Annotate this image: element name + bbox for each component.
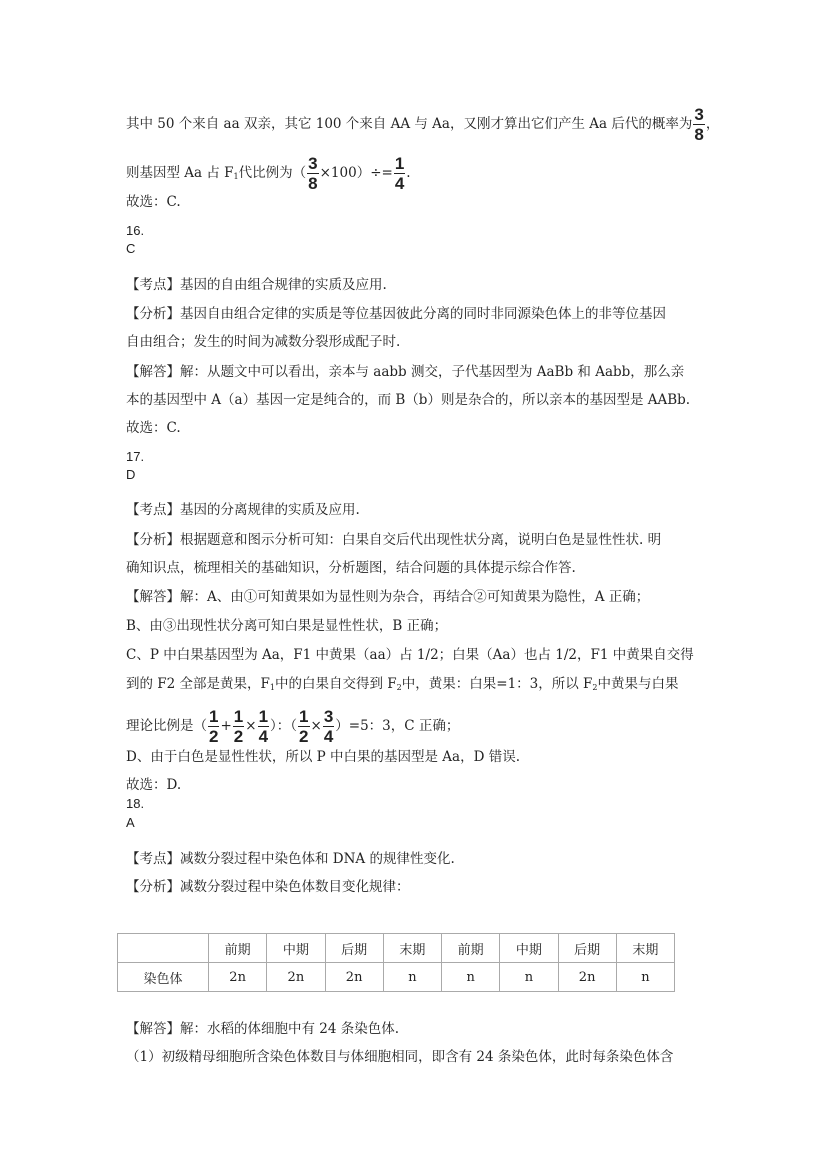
q17-jieda-1: 【解答】解：A、由①可知黄果如为显性则为杂合，再结合②可知黄果为隐性，A 正确； bbox=[126, 589, 650, 605]
q17-fenxi-1: 【分析】根据题意和图示分析可知：白果自交后代出现性状分离，说明白色是显性性状. 明 bbox=[126, 532, 662, 548]
q17-jieda-6: D、由于白色是显性性状，所以 P 中白果的基因型是 Aa，D 错误. bbox=[126, 749, 520, 765]
fraction-3-8: $\frac{3}{8}$ bbox=[694, 105, 704, 145]
intro-line-1: 其中 50 个来自 aa 双亲，其它 100 个来自 AA 与 Aa，又刚才算出它们产生 Aa 后代的概率为 $\frac{3}{8}$ ， bbox=[126, 105, 720, 145]
fraction-1-2: $\frac{1}{2}$ bbox=[299, 707, 309, 747]
q16-kaodian: 【考点】基因的自由组合规律的实质及应用. bbox=[126, 277, 387, 293]
table-cell: 2n bbox=[267, 963, 325, 992]
question-number-16: 16. bbox=[126, 223, 145, 238]
table-row-label: 染色体 bbox=[118, 963, 209, 992]
fraction-1-2: $\frac{1}{2}$ bbox=[233, 707, 244, 747]
question-number-17: 17. bbox=[126, 449, 145, 464]
table-cell: 2n bbox=[209, 963, 267, 992]
table-cell: 中期 bbox=[267, 934, 325, 963]
table-cell: 后期 bbox=[325, 934, 383, 963]
q18-fenxi: 【分析】减数分裂过程中染色体数目变化规律： bbox=[126, 879, 410, 895]
table-cell: 2n bbox=[325, 963, 383, 992]
q16-fenxi-1: 【分析】基因自由组合定律的实质是等位基因彼此分离的同时非同源染色体上的非等位基因 bbox=[126, 306, 666, 322]
fraction-3-4: $\frac{3}{4}$ bbox=[323, 707, 334, 747]
q17-jieda-4: 到的 F2 全部是黄果，$F_1$中的白果自交得到 $F_2$中，黄果：白果=1：3，所以 $F_2$中黄果与白果 bbox=[126, 676, 679, 692]
question-answer-letter-18: A bbox=[126, 815, 135, 830]
question-number-18: 18. bbox=[126, 796, 145, 811]
table-header-row bbox=[118, 934, 675, 963]
fraction-1-4: $\frac{1}{4}$ bbox=[258, 707, 269, 747]
table-cell: n bbox=[500, 963, 558, 992]
q18-jieda-1: 【解答】解：水稻的体细胞中有 24 条染色体. bbox=[126, 1021, 400, 1037]
table-cell bbox=[118, 934, 209, 963]
question-answer-letter-17: D bbox=[126, 467, 136, 482]
fraction-1-2: $\frac{1}{2}$ bbox=[209, 707, 219, 747]
fraction-3-8: $\frac{3}{8}$ bbox=[308, 154, 318, 194]
question-answer-letter-16: C bbox=[126, 241, 136, 256]
meiosis-chromosome-table bbox=[117, 933, 675, 992]
q16-jieda-2: 本的基因型中 A（a）基因一定是纯合的，而 B（b）则是杂合的，所以亲本的基因型是 AABb. bbox=[126, 392, 691, 408]
q18-jieda-2: （1）初级精母细胞所含染色体数目与体细胞相同，即含有 24 条染色体，此时每条染色体含 bbox=[126, 1049, 674, 1065]
q17-kaodian: 【考点】基因的分离规律的实质及应用. bbox=[126, 502, 360, 518]
q18-kaodian: 【考点】减数分裂过程中染色体和 DNA 的规律性变化. bbox=[126, 851, 455, 867]
table-cell: 后期 bbox=[558, 934, 616, 963]
table-cell: n bbox=[616, 963, 674, 992]
q16-jieda-1: 【解答】解：从题文中可以看出，亲本与 aabb 测交，子代基因型为 AaBb 和 Aabb，那么亲 bbox=[126, 364, 685, 380]
table-cell: n bbox=[383, 963, 441, 992]
table-cell: 前期 bbox=[442, 934, 500, 963]
table-cell: 末期 bbox=[616, 934, 674, 963]
table-cell: 末期 bbox=[383, 934, 441, 963]
q17-fenxi-2: 确知识点，梳理相关的基础知识，分析题图，结合问题的具体提示综合作答. bbox=[126, 560, 576, 576]
intro-line-2: 则基因型 Aa 占 $F_1$代比例为（ $\frac{3}{8}$ ×100）÷= $\frac{1}{4}$ . bbox=[126, 154, 411, 194]
intro-answer: 故选：C. bbox=[126, 194, 181, 210]
q16-answer: 故选：C. bbox=[126, 420, 181, 436]
table-cell: 前期 bbox=[209, 934, 267, 963]
q16-fenxi-2: 自由组合；发生的时间为减数分裂形成配子时. bbox=[126, 334, 401, 350]
q17-jieda-3: C、P 中白果基因型为 Aa，F1 中黄果（aa）占 1/2；白果（Aa）也占 1/2，F1 中黄果自交得 bbox=[126, 647, 694, 663]
table-row bbox=[118, 963, 675, 992]
q17-jieda-2: B、由③出现性状分离可知白果是显性性状，B 正确； bbox=[126, 618, 448, 634]
table-cell: 2n bbox=[558, 963, 616, 992]
table-cell: 中期 bbox=[500, 934, 558, 963]
fraction-1-4: $\frac{1}{4}$ bbox=[394, 154, 405, 194]
q17-answer: 故选：D. bbox=[126, 777, 182, 793]
table-cell: n bbox=[442, 963, 500, 992]
q17-jieda-5: 理论比例是（ $\frac{1}{2}$ + $\frac{1}{2}$ × $\frac{1}{4}$ ）：（ $\frac{1}{2}$ × $\frac{3}{4}$ ）=5：3，C 正确； bbox=[126, 707, 460, 747]
